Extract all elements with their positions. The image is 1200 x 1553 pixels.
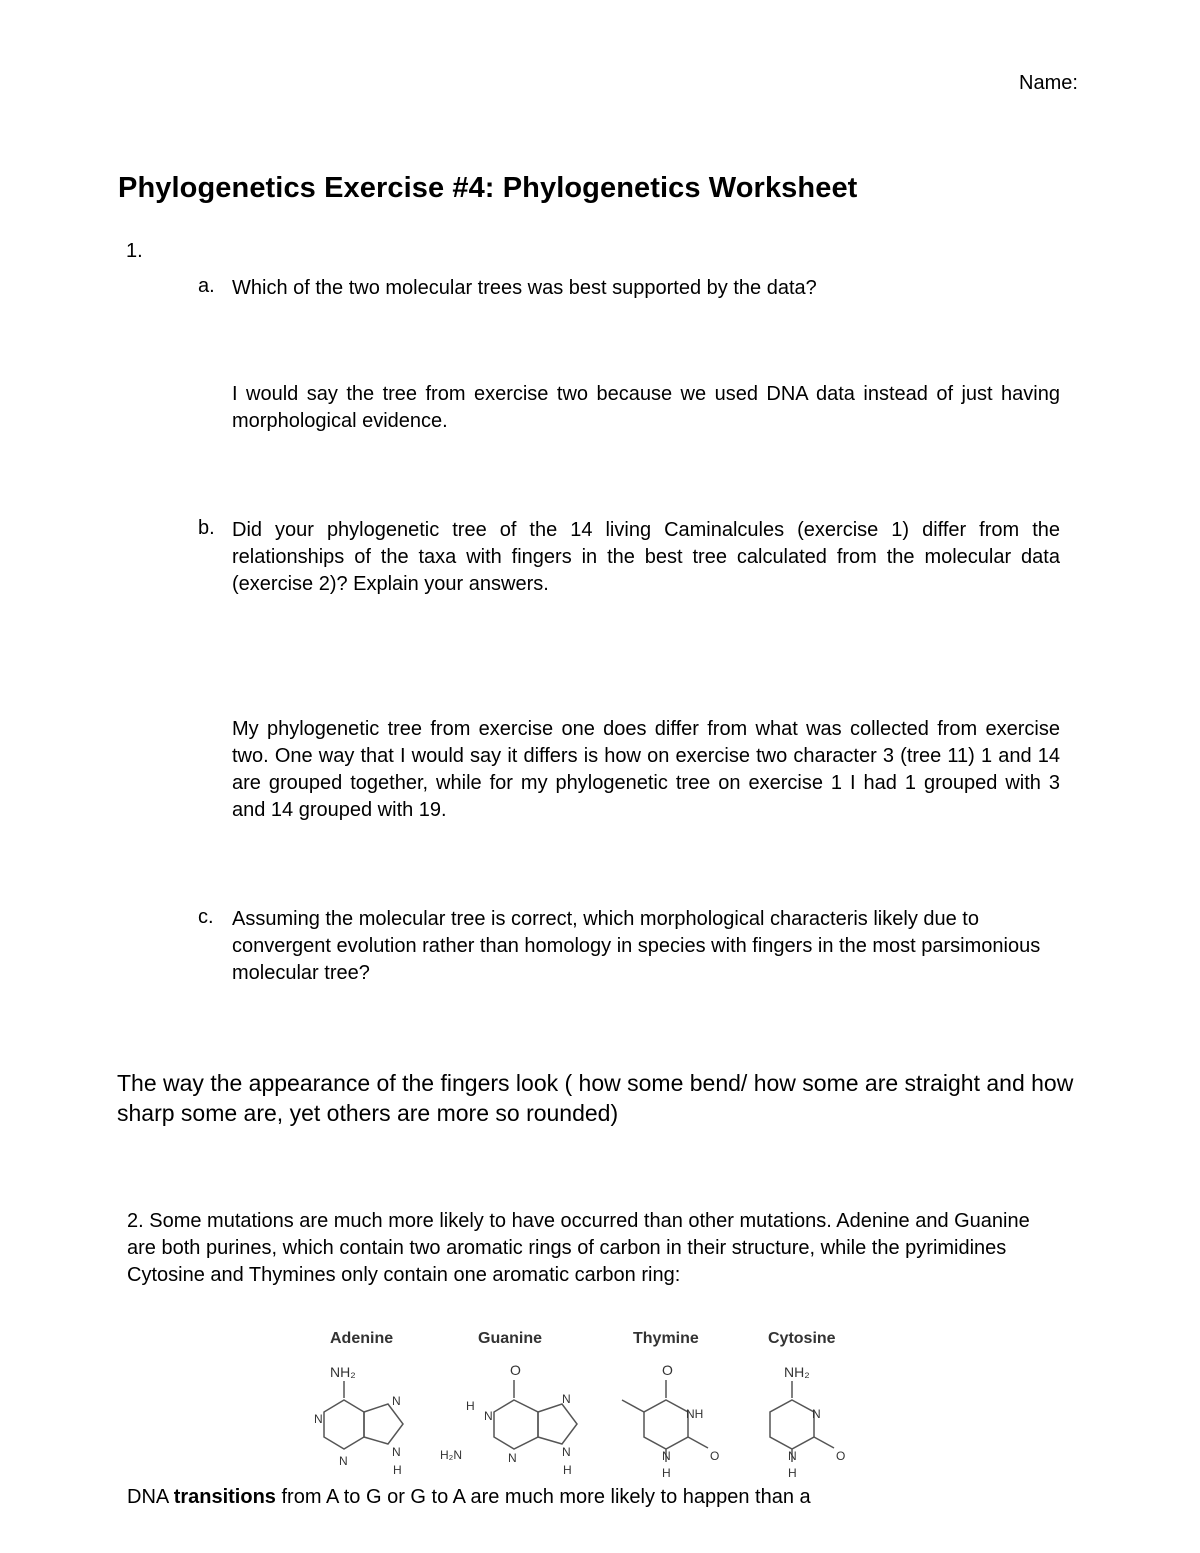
name-label: Name: bbox=[1019, 72, 1078, 94]
adenine-structure bbox=[314, 1330, 403, 1477]
svg-text:H: H bbox=[788, 1466, 797, 1480]
worksheet-title: Phylogenetics Exercise #4: Phylogenetics Worksheet bbox=[118, 172, 858, 204]
guanine-h-label: H bbox=[466, 1399, 475, 1413]
adenine-n-label: N bbox=[314, 1412, 323, 1426]
question-1c-marker: c. bbox=[198, 906, 214, 928]
thymine-structure bbox=[622, 1330, 719, 1480]
svg-text:N: N bbox=[562, 1392, 571, 1406]
svg-text:N: N bbox=[508, 1451, 517, 1465]
svg-text:N: N bbox=[484, 1409, 493, 1423]
question-1a-marker: a. bbox=[198, 275, 215, 297]
svg-text:N: N bbox=[788, 1449, 797, 1463]
adenine-h-label: H bbox=[393, 1463, 402, 1477]
guanine-o-group: O bbox=[510, 1362, 521, 1378]
answer-1b-text: My phylogenetic tree from exercise one does differ from what was collected from exercise two. One way that I would say it differs is how on exercise two character 3 (tree 11) 1 and 14 are grouped together, while for my phylogenetic tree on exercise 1 I had 1 grouped with 3 and 14 grouped with 19. bbox=[232, 718, 1060, 821]
thymine-label: Thymine bbox=[633, 1330, 699, 1347]
answer-1c-text: The way the appearance of the fingers look ( how some bend/ how some are straight and how sharp some are, yet others are more so rounded) bbox=[117, 1070, 1074, 1126]
thymine-o-group: O bbox=[662, 1362, 673, 1378]
guanine-amine: H₂N bbox=[440, 1448, 462, 1462]
cytosine-label: Cytosine bbox=[768, 1330, 836, 1347]
question-1b-marker: b. bbox=[198, 517, 215, 539]
question-1a-text: Which of the two molecular trees was best supported by the data? bbox=[232, 277, 817, 299]
transitions-bold-term: transitions bbox=[173, 1486, 276, 1508]
svg-text:N: N bbox=[339, 1454, 348, 1468]
svg-text:N: N bbox=[812, 1407, 821, 1421]
guanine-structure bbox=[440, 1330, 577, 1477]
question-1-number: 1. bbox=[126, 240, 143, 262]
svg-text:N: N bbox=[392, 1445, 401, 1459]
nucleobase-structures-figure bbox=[300, 1320, 870, 1490]
svg-text:O: O bbox=[836, 1449, 846, 1463]
svg-text:N: N bbox=[392, 1394, 401, 1408]
cytosine-nh2-group: NH₂ bbox=[784, 1364, 810, 1380]
svg-text:H: H bbox=[563, 1463, 572, 1477]
question-1c-text: Assuming the molecular tree is correct, which morphological characteris likely due to convergent evolution rather than homology in species with fingers in the most parsimonious molecular tree? bbox=[232, 908, 1041, 984]
answer-1a-text: I would say the tree from exercise two because we used DNA data instead of just having morphological evidence. bbox=[232, 383, 1060, 432]
thymine-nh-label: NH bbox=[686, 1407, 704, 1421]
svg-text:O: O bbox=[710, 1449, 720, 1463]
cytosine-structure bbox=[768, 1330, 845, 1480]
question-1b-text: Did your phylogenetic tree of the 14 living Caminalcules (exercise 1) differ from the relationships of the taxa with fingers in the best tree calculated from the molecular data (exercise 2)? Explain your answers. bbox=[232, 519, 1060, 595]
question-2-text: 2. Some mutations are much more likely to have occurred than other mutations. Adenine and Guanine are both purines, which contain two aromatic rings of carbon in their structure, while the pyrimidines Cytosine and Thymines only contain one aromatic carbon ring: bbox=[127, 1210, 1030, 1286]
adenine-label: Adenine bbox=[330, 1330, 394, 1347]
svg-text:H: H bbox=[662, 1466, 671, 1480]
guanine-label: Guanine bbox=[478, 1330, 543, 1347]
svg-text:N: N bbox=[662, 1449, 671, 1463]
dna-transitions-text: DNA transitions from A to G or G to A are much more likely to happen than a bbox=[127, 1486, 811, 1508]
svg-text:N: N bbox=[562, 1445, 571, 1459]
adenine-nh2-group: NH₂ bbox=[330, 1364, 356, 1380]
